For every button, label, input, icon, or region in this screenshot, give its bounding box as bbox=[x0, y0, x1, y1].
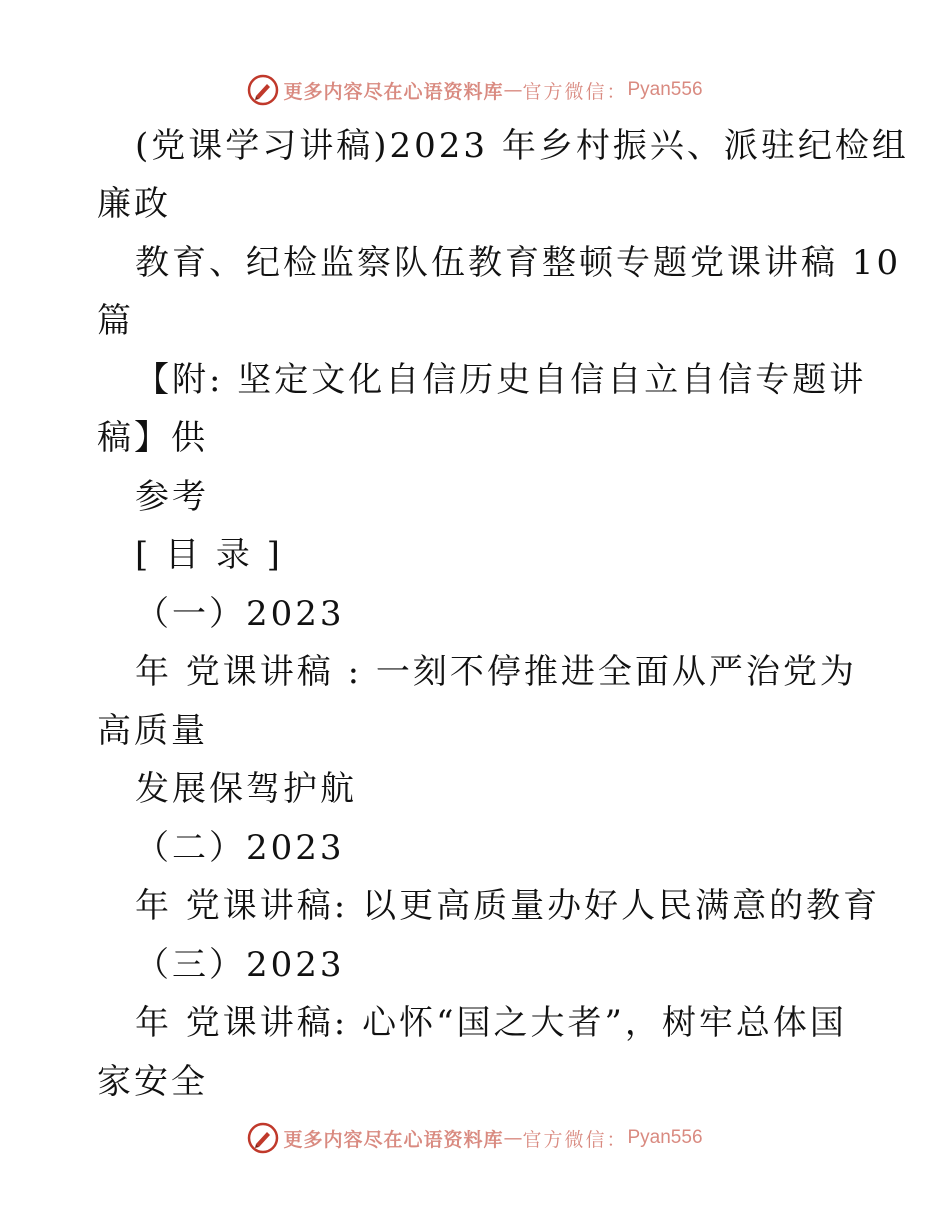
title-line-1: (党课学习讲稿)2023 年乡村振兴、派驻纪检组 bbox=[135, 126, 909, 166]
title-line-7: 参考 bbox=[135, 477, 209, 517]
toc-item-3-number: （三）2023 bbox=[135, 945, 345, 985]
watermark-separator: — bbox=[503, 79, 523, 101]
watermark-handle: Pyan556 bbox=[627, 79, 703, 100]
toc-item-1-title: 年 党课讲稿 : 一刻不停推进全面从严治党为 bbox=[135, 652, 857, 692]
title-line-5: 【附: 坚定文化自信历史自信自立自信专题讲 bbox=[135, 360, 867, 400]
title-line-3: 教育、纪检监察队伍教育整顿专题党课讲稿 10 bbox=[135, 243, 902, 283]
watermark-separator: — bbox=[503, 1127, 523, 1149]
title-line-4: 篇 bbox=[97, 301, 134, 341]
toc-heading: [ 目 录 ] bbox=[135, 535, 283, 575]
watermark-brand-text: 更多内容尽在心语资料库 bbox=[283, 80, 504, 103]
title-line-2: 廉政 bbox=[97, 184, 171, 224]
toc-item-1-title-end: 发展保驾护航 bbox=[135, 769, 357, 809]
toc-item-2-title: 年 党课讲稿: 以更高质量办好人民满意的教育 bbox=[135, 886, 881, 926]
watermark-handle: Pyan556 bbox=[627, 1127, 703, 1148]
toc-item-3-title: 年 党课讲稿: 心怀“国之大者”，树牢总体国 bbox=[135, 1003, 847, 1043]
toc-item-2-number: （二）2023 bbox=[135, 828, 345, 868]
watermark-banner-top bbox=[0, 70, 950, 110]
pen-logo-icon bbox=[247, 74, 279, 106]
watermark-brand-text: 更多内容尽在心语资料库 bbox=[283, 1128, 504, 1151]
watermark-official-text: 官方微信： bbox=[522, 80, 628, 103]
watermark-official-text: 官方微信： bbox=[522, 1128, 628, 1151]
title-line-6: 稿】供 bbox=[97, 418, 208, 458]
toc-item-1-number: （一）2023 bbox=[135, 594, 345, 634]
pen-logo-icon bbox=[247, 1122, 279, 1154]
toc-item-3-title-cont: 家安全 bbox=[97, 1062, 208, 1102]
watermark-banner-bottom bbox=[0, 1118, 950, 1158]
toc-item-1-title-cont: 高质量 bbox=[97, 711, 208, 751]
